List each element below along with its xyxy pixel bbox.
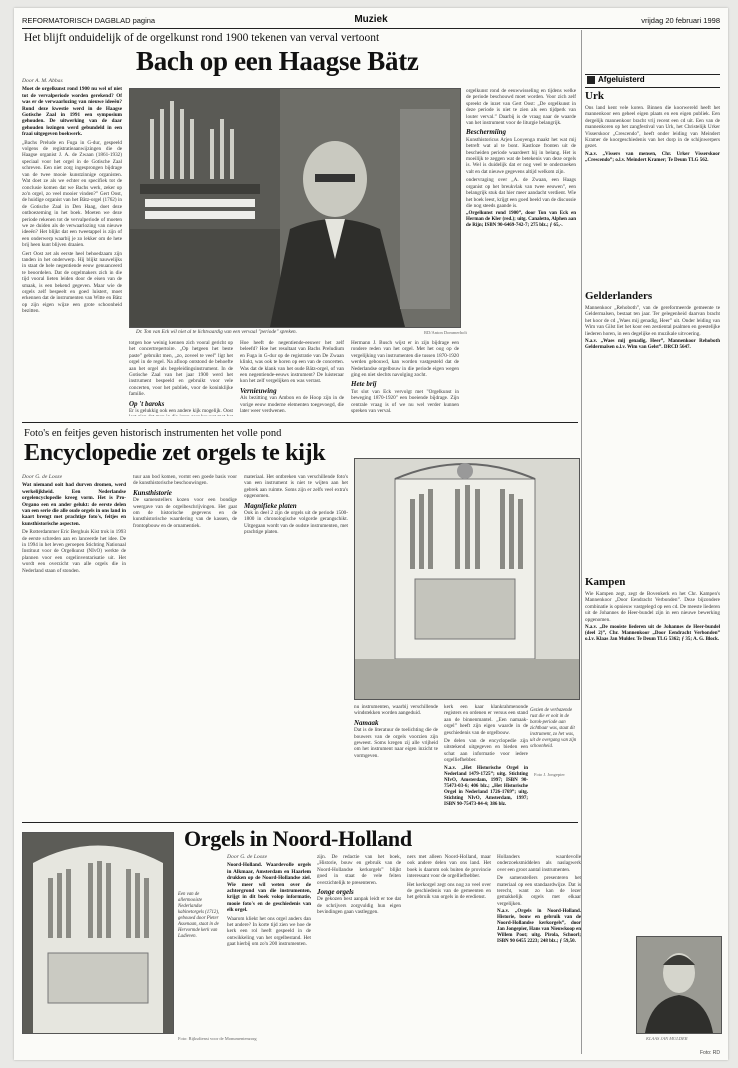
article2-text4b: Dat is de literatuur de toelichting die de bouwers van de orgels voorzien zijn geweest. Soms kregen zij alle vrijheid om het instrument naar eigen inzicht te vormgeven.	[354, 727, 438, 759]
paper-name: REFORMATORISCH DAGBLAD pagina	[22, 16, 156, 25]
sidebar-title-gelder: Gelderlanders	[585, 290, 653, 302]
article2-text5: kerk een kaar klankrahmenonde registers en ordenen er versus een stand aan de binnenmantel. „Een namaak-orgel” heeft zijn eigen waarde in de geschiedenis van de orgelbouw.	[444, 704, 528, 736]
section-title: Muziek	[354, 14, 388, 25]
article1-bookinfo	[466, 211, 576, 229]
article2-lead: Wat niemand ooit had durven dromen, werd werkelijkheid. Een Nederlandse orgelencyclopedie kreeg vorm. Het is Pro-Organo een en ander gelukt: de eerste delen van een serie die alle oude orgels in ons land in kaart brengt met prachtige foto's, feitjes en kunsthistorische aspecten.	[22, 482, 126, 527]
sidebar-portrait	[636, 936, 722, 1034]
article3-col1	[227, 854, 311, 1050]
article3-byline: Door G. de Looze	[227, 854, 268, 860]
article2-text2b: De samenstellers kozen voor een bondige weergave van de orgelbeschrijvingen. Het gaat om de historische gegevens en de kunsthistorische waardering van de kassen, de frontopbouw en de ornamentiek.	[133, 497, 237, 529]
article2-col3	[244, 474, 348, 816]
article3-title: Orgels in Noord-Holland	[184, 826, 412, 851]
sidebar-banner	[585, 74, 720, 88]
sidebar-info-gelder: N.a.v. „Waes mij genadig, Heer”, Mannenkoor Rehoboth Geldermalsen o.l.v. Wim van Gelst”. DRCD 5647.	[585, 339, 720, 351]
article2-kicker: Foto's en feitjes geven historisch instrumenten het volle pond	[24, 428, 282, 439]
article3-text4b: De samenstellers presenteren het materiaal op een standaardwijze. Dat is terecht, want zo kan de lezer gemakkelijk orgels met elkaar vergelijken.	[497, 875, 581, 907]
article1-subhead3: Beschermiing	[466, 128, 507, 137]
article2-text3: materiaal. Het ontbreken van verschillende foto's van een instrument is niet te wijten aan het gebrek aan ruimte. Soms zijn er zelfs veel extra's opgenomen.	[244, 474, 348, 500]
organ-case-illustration	[355, 459, 579, 699]
article2-text3b: Ook in deel 2 zijn de orgels uit de periode 1500-1800 in chronologische volgorde gerangschikt. Uitgegaan wordt van de oudste instrumenten, met prachtige platen.	[244, 510, 348, 536]
article1-bookinfo-text: „Orgelkunst rond 1900”, door Ton van Eck en Herman de Kler (red.); uitg. Canaletto, Alphen aan de Rijn; ISBN 90-6469-742-7; 275 blz.; ƒ 65,-.	[466, 211, 576, 229]
article1-kicker: Het blijft onduidelijk of de orgelkunst rond 1900 tekenen van verval vertoont	[24, 32, 380, 44]
article1-subhead2: Vernieuwing	[240, 386, 277, 395]
article1-col1	[22, 78, 122, 416]
article3-col3	[407, 854, 491, 1050]
article2-bookinfo-text: N.a.v. „Het Historische Orgel in Nederland 1479-1725”; uitg. Stichting NIvO, Amsterdam, 1997; ISBN 90-75473-03-6; 406 blz.; „Het Historische Orgel in Nederland 1726-1769”; uitg. Stichting NIvO, Amsterdam, 1997; ISBN 90-75473-04-4; 386 blz.	[444, 765, 528, 807]
divider-1	[22, 422, 578, 423]
sidebar-info-urk: N.a.v. „Vissers van mensen, Chr. Urker Visserskoor „Crescendo”; o.l.v. Meindert Kramer; Te Deum TLG 562.	[585, 151, 720, 163]
issue-date: vrijdag 20 februari 1998	[641, 16, 720, 25]
sidebar-text-urk: Ons land kent vele koren. Binnen die koorwereld heeft het mannenkoor een geheel eigen plaats en een eigen publiek. Een dergelijk mannenkoor bracht vrij recent een cd uit. Een van de mannenkoren op het zangfestival van Urk, het Christelijk Urker Visserskoor „Crescendo”, heeft onder leiding van Meindert Kramer de koorgeschiedenis van het dorp in de schijnwerpers gezet.	[585, 105, 720, 150]
sidebar-banner-text: Afgeluisterd	[598, 75, 645, 84]
article1-photo	[129, 88, 461, 328]
article1-text3b: Er is gelukkig ook een andere kijk mogelijk. Oost	[129, 408, 233, 415]
article1-col2	[129, 340, 233, 416]
sidebar-text-gelder: Mannenkoor „Rehoboth”, van de gereformeerde gemeente te Geldermalsen, bestaat ten jaar. Ter gelegenheid daarvan bracht het koor de cd „Waes mij genadig, Heer” uit. Onder leiding van Wim van Gilst liet het koor een zestiental psalmen en geestelijke liederen horen, in een degelijke en muzikale uitvoering.	[585, 305, 720, 337]
article3-text1: Waarom kliekt het ons orgel anders dan het andere? In korte tijd zien we hoe de kerk een rol heeft gespeeld in de ontwikkeling van het orgelbestand. Het gaat hierbij om zo'n 200 instrumenten.	[227, 915, 311, 948]
sidebar-banner-icon	[587, 76, 595, 84]
article1-text2: Gert Oost zet als eerste heel behoedzaam zijn tanden in het onderwerp. Hij blijkt nauwelijks in staat de hele negentiende eeuw genuanceerd te beoordelen. Dat de orgelmakers zich in die tijd vooral lieten leiden door de eisen van de smaak, is een bekend gegeven. Maar wie de orgels zelf bespeelt en goed luistert, moet erkennen dat de instrumenten van Witte en Bätz op zijn eigen wijze een grote schoonheid bezitten.	[22, 250, 122, 315]
article1-text3: totgen hoe weinig kennen zich vooral gericht op het concertrepertoire. „Op hetgeen het beste paste” gebruikt men, „zo, zoveel te veel” ligt het orgel in de regel. Na afloop ontstond de behoefte aan het orgel als begeleidingsinstrument. In de Gotische Zaal van het jaar 1900 werd het instrument bespeeld en gebruikt voor vele concerten, voor het publiek, voor de koninklijke familie.	[129, 340, 233, 398]
organist-photo-illustration	[130, 89, 460, 327]
article3-text2: zijn. De redactie van het boek, „Historie, bouw en gebruik van de Noord-Hollandse kerkorgels” blijkt goed in staat de vele feiten overzichtelijk te presenteren.	[317, 854, 401, 886]
sidebar-section-urk	[585, 105, 720, 283]
article1-col5	[466, 88, 576, 416]
article3-bookinfo	[497, 909, 581, 945]
sidebar-info-kampen: N.a.v. „De mooiste liederen uit de Johannes de Heer-bundel (deel 2)”, Chr. Mannenkoor „Door Eendracht Verbonden” o.l.v. Klaas Jan Mulder. Te Deum TLG 5362; ƒ 35; A. G. Block.	[585, 625, 720, 643]
article1-title: Bach op een Haagse Bätz	[136, 46, 419, 76]
article3-col4	[497, 854, 581, 1050]
article2-col5	[444, 704, 528, 816]
article3-text3: ners met alleen Noord-Holland, maar ook andere delen van ons land. Het boek is daarom ook buiten de provincie interessant voor de orgelliefhebber.	[407, 854, 491, 880]
article1-credit: RD/Anton Dommerholt	[424, 330, 467, 335]
article1-subhead1: Op 't baroks	[129, 399, 165, 408]
article1-text7: Hermann J. Busch wijst er in zijn bijdrage een rondere reden van het orgel. Met het oog op de vergelijking van instrumenten die tussen 1870-1920 werden gebouwd, kan worden vastgesteld dat de Nederlandse orgelbouw in die periode eigen wegen ging en niet slechts navolging zocht.	[351, 340, 459, 379]
article3-lead: Noord-Holland. Waardevolle orgels in Alkmaar, Amsterdam en Haarlem drukken op de Noord-Hollandse ziel. Wie meer wil weten over de achtergrond van die instrumenten, krijgt in dit boek volop informatie, mooie foto's en de geschiedenis van elk orgel.	[227, 862, 311, 914]
newspaper-page	[14, 8, 728, 1060]
article3-text3b: Het kerkorgel zegt ons nog zo veel over de geschiedenis van de gemeenten en het gebruik van orgels in de eredienst.	[407, 881, 491, 901]
article2-col1	[22, 474, 126, 816]
article2-photo	[354, 458, 580, 700]
article1-col3	[240, 340, 344, 416]
article1-lead: Moet de orgelkunst rond 1900 nu wel of niet tot de vervalperiode worden gerekend? Of was er de verwaarlozing van nieuwe ideeën? Rond deze kwestie werd in de Haagse Gotische Zaal in 1991 een symposium gehouden. De uitwerking van de daar gehouden lezingen werd gebundeld in een fraai uitgegeven boekwerk.	[22, 86, 122, 138]
article2-text4: nu instrumenten, waarbij verschillende windstekken worden aangeduid.	[354, 704, 438, 717]
article1-caption: Dr. Ton van Eck wil niet al te lichtvaardig van een vervaal "periode" spreken.	[136, 329, 297, 335]
cabinet-organ-illustration	[23, 833, 173, 1033]
conductor-portrait-illustration	[637, 937, 721, 1033]
page-footer: Foto: RD	[699, 1050, 720, 1056]
article1-text5: orgelkunst rond de eeuwwisseling en tijdens welke de periode beschouwd moet worden. Voor zich zelf spreekt de inzet van Gert Oost: „De orgelkunst in deze periode is niet te zien als een tijdperk van louter verval.” Daarbij is de vraag naar de waarde van het instrument voor de liturgie belangrijk.	[466, 88, 576, 127]
sidebar-section-gelder	[585, 305, 720, 569]
article3-text4: Hollanders waardevolle onderzoeksmiddelen als naslagwerk over een groot aantal instrumenten.	[497, 854, 581, 873]
sidebar-title-urk: Urk	[585, 90, 604, 102]
article2-text2: tuur aan bod komen, vormt een goede basis voor de kunsthistorische beschouwingen.	[133, 474, 237, 487]
sidebar-divider	[581, 30, 582, 1054]
article1-text7b: Tot slot van Eck vervolgt met "Orgelkunst in beweging 1870-1920" een boeiende bijdrage. Zijn centrale vraag is of we nu wel verder kunnen spreken van verval.	[351, 388, 459, 415]
sidebar-section-kampen	[585, 591, 720, 911]
article1-text1: „Bachs Prelude en Fuga in G-dur, gespeeld volgens de registratieaanwijzingen die de Haagse organist J. A. de Zwaan (1861-1932) speciaal voor het orgel in de Gotische Zaal schreven. Een niet zorg ingesprongen bijdrage van de twee mooie kunstzinnige organisten. Wat doet ze als we echter en specifiek tot de conclusie komen dat we Bachs werk, zeker op zo'n orgel, zo veel mooier vinden?” Gert Oost, de huidige organist van het Bätz-orgel (1762) in de Gotische Zaal in Den Haag, doet deze ontboezeming in het boek. Moeten we deze periode rekenen tot de vervalperiode of moeten we ze duiden als de verwaarlozing van nieuwe ideeën? Het blijkt dat een tweetappel is zijn of een onderwerp waarbij je zo lekker om de hete brij heen kunt blijven draaien.	[22, 139, 122, 249]
article3-bookinfo-text: N.a.v. „Orgels in Noord-Holland. Historie, bouw en gebruik van de Noord-Hollandse kerkorgels”, door Jan Jongepier, Hans van Nieuwkoop en Willem Poot; uitg. Pirola, Schoorl; ISBN 90 6455 2223; 248 blz.; ƒ 59,50.	[497, 909, 581, 945]
sidebar-text-kampen: Wie Kampen zegt, zegt de Bovenkerk en het Chr. Kampen's Mannenkoor „Door Eendracht Verbonden”. Deze bijzondere combinatie is opnieuw vastgelegd op een cd. De meeste liederen uit de Johannes de Heer-bundel zijn in een nieuwe bewerking opgenomen.	[585, 591, 720, 623]
article2-caption: Gezien de verbazende rust die er ooit in de barok-periode aan zichtbaar was, staat dit instrument, zo het was, uit de overgang van zijn schoonheid.	[530, 708, 577, 749]
article2-text5b: De delen van de encyclopedie zijn uitstekend uitgegeven en bieden een schat aan informatie voor iedere orgelliefhebber.	[444, 738, 528, 764]
sidebar-photo-credit: KLAAS JAN MULDER	[646, 1036, 688, 1041]
article1-text8: ondervraging over „A. de Zwaan, een Haags organist op het breukvlak van twee eeuwen”, een belangrijk stuk dat hier meer aandacht verdient. Wie het boek leest, krijgt een goed beeld van de discussie die nog steeds gaande is.	[466, 177, 576, 209]
article3-col2	[317, 854, 401, 1050]
article2-col4	[354, 704, 438, 816]
article1-text4: Hoe heeft de negentiende-eeuwer het zelf beleefd? Hoe het resultaat van Bachs Preludium en Fuga in G-dur op de registratie van De Zwaan klinkt, was ook te horen op een van de concerten. Was dat de klank van het oude Bätz-orgel, of van een negentiende-eeuws instrument? De luisteraar kon het zelf vergelijken en was verrast.	[240, 340, 344, 385]
article2-text1: De Rotterdammer Eric Berghuis Kist trok in 1993 de eerste schreden aan en lanceerde het idee. De in 1994 in het leven geroepen Stichting Nationaal Instituut voor de Orgelkunst (NIvO) werkte de plannen voor een orgelinventarisatie uit. Het wordt een overzicht van alle orgels die in Nederland staan of stonden.	[22, 529, 126, 574]
article2-col2	[133, 474, 237, 816]
masthead	[22, 14, 720, 29]
article1-byline: Door A. M. Abbas	[22, 78, 63, 84]
article2-subhead2: Magnifieke platen	[244, 501, 297, 510]
article1-text4b: Als bezitting van Ambon en de Hoop zijn in de vorige eeuw moderne elementen toegevoegd, die later weer verdwenen.	[240, 395, 344, 415]
article1-text6: Kunsthistoricus Arjen Looyenga maakt het wat mij betreft wat al te bont. Kastloze fronten uit de bescheiden periode waardeert hij in belang. Het is moeilijk te zeggen wat de betekenis van deze orgels is. Wel is duidelijk dat er nog veel te onderzoeken valt en dat nieuwe gegevens altijd welkom zijn.	[466, 136, 576, 175]
article3-subhead1: Jonge orgels	[317, 888, 354, 897]
sidebar-title-kampen: Kampen	[585, 576, 626, 588]
divider-2	[22, 822, 578, 823]
article3-text2b: De gekozen best aanpak leidt er toe dat de schrijvers zorgvuldig hun eigen bevindingen gaan vastleggen.	[317, 896, 401, 916]
article1-col4	[351, 340, 459, 416]
article1-subhead4: Hete brij	[351, 380, 377, 389]
article2-subhead3: Namaak	[354, 718, 379, 727]
article2-credit: Foto J. Jongepier	[534, 772, 565, 777]
article2-byline: Door G. de Looze	[22, 474, 63, 480]
article3-caption: Een van de allermooiste Nederlandse kabinetorgels (1712), gebouwd door Pieter Assenaan, staat in de Hervormde kerk van Ladieven.	[178, 892, 220, 939]
article2-bookinfo	[444, 766, 528, 808]
article2-subhead1: Kunsthistorie	[133, 488, 172, 497]
article3-photo	[22, 832, 174, 1034]
article3-credit: Foto: Rijksdienst voor de Monumentenzorg	[178, 1036, 257, 1041]
article2-title: Encyclopedie zet orgels te kijk	[24, 440, 326, 466]
